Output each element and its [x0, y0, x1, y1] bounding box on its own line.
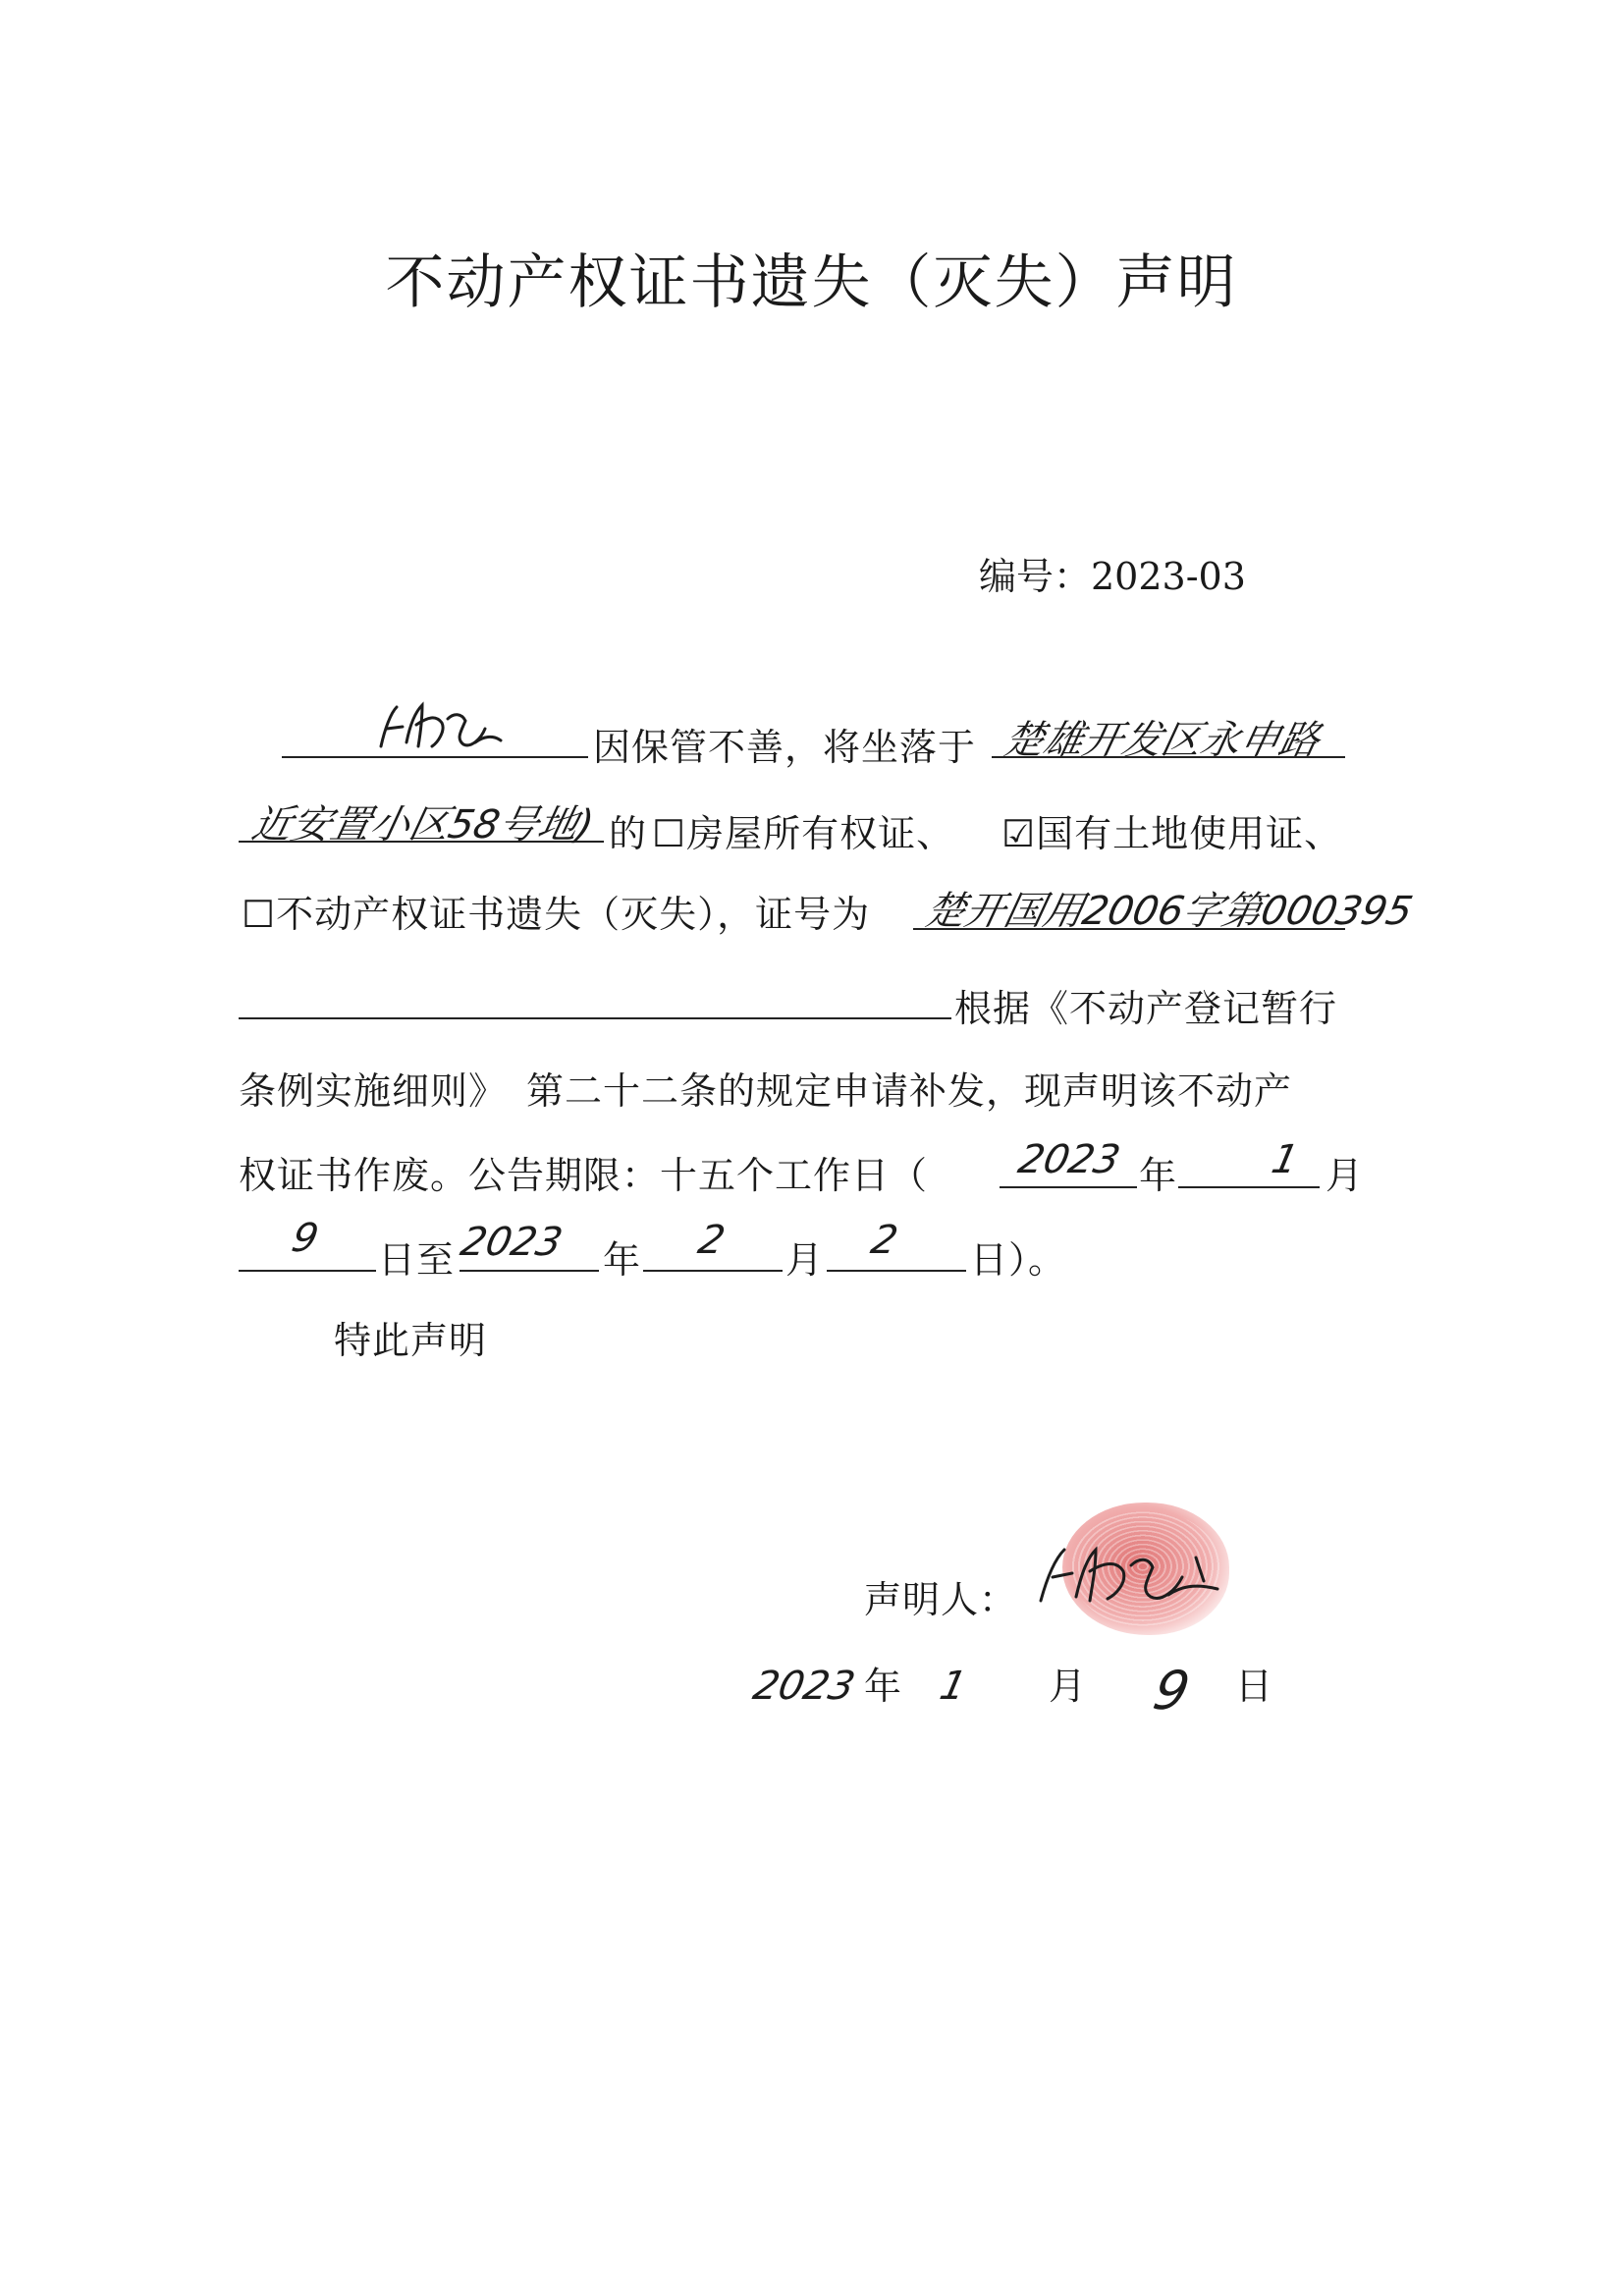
end-year-handwriting: 2023 [457, 1220, 567, 1265]
start-year-char: 年 [1139, 1154, 1178, 1197]
start-month-handwriting: 1 [1268, 1137, 1303, 1182]
cert-no-handwriting: 楚开国用2006字第000395 [921, 889, 1417, 934]
cert-no-blank-2 [239, 1017, 951, 1019]
start-year-blank [1000, 1186, 1137, 1188]
body-line-5-text: 条例实施细则》 第二十二条的规定申请补发，现声明该不动产 [239, 1069, 1293, 1113]
declarant-label: 声明人： [864, 1578, 1018, 1621]
end-year-blank [460, 1270, 599, 1272]
end-day-blank [827, 1270, 966, 1272]
start-day-handwriting: 9 [288, 1216, 323, 1261]
body-line-1-text: 因保管不善，将坐落于 [593, 726, 977, 769]
closing-text: 特此声明 [334, 1319, 488, 1362]
end-month-handwriting: 2 [694, 1218, 730, 1263]
body-line-7-text: 日至 [378, 1238, 456, 1282]
option-land-use-certificate: ☑国有土地使用证、 [1001, 812, 1343, 855]
end-year-char: 年 [603, 1238, 642, 1282]
sign-day-handwriting: 9 [1148, 1660, 1196, 1722]
option-property-certificate: ☐不动产权证书遗失（灭失），证号为 [242, 893, 871, 936]
body-line-6-text: 权证书作废。公告期限：十五个工作日（ [239, 1154, 929, 1197]
sign-year-char: 年 [864, 1665, 903, 1708]
sign-month-handwriting: 1 [936, 1664, 971, 1709]
option-house-ownership: ☐房屋所有权证、 [652, 812, 955, 855]
body-line-7-end: 日）。 [970, 1238, 1067, 1282]
location-handwriting-2: 近安置小区58号地) [247, 802, 598, 847]
end-month-blank [643, 1270, 783, 1272]
document-title: 不动产权证书遗失（灭失）声明 [385, 248, 1238, 317]
serial-number: 编号：2023-03 [979, 555, 1246, 598]
start-year-handwriting: 2023 [1014, 1137, 1124, 1182]
sign-year-handwriting: 2023 [749, 1664, 859, 1709]
declarant-signature [1031, 1532, 1227, 1620]
body-line-2-text: 的 [609, 812, 648, 855]
sign-month-char: 月 [1049, 1665, 1088, 1708]
start-day-blank [239, 1270, 376, 1272]
end-day-handwriting: 2 [867, 1218, 902, 1263]
location-handwriting-1: 楚雄开发区永申路 [1000, 718, 1325, 763]
body-line-4-text: 根据《不动产登记暂行 [954, 987, 1338, 1030]
start-month-char: 月 [1325, 1154, 1365, 1197]
declarant-name-signature [373, 699, 511, 758]
sign-day-char: 日 [1235, 1665, 1274, 1708]
start-month-blank [1178, 1186, 1320, 1188]
end-month-char: 月 [785, 1238, 825, 1282]
